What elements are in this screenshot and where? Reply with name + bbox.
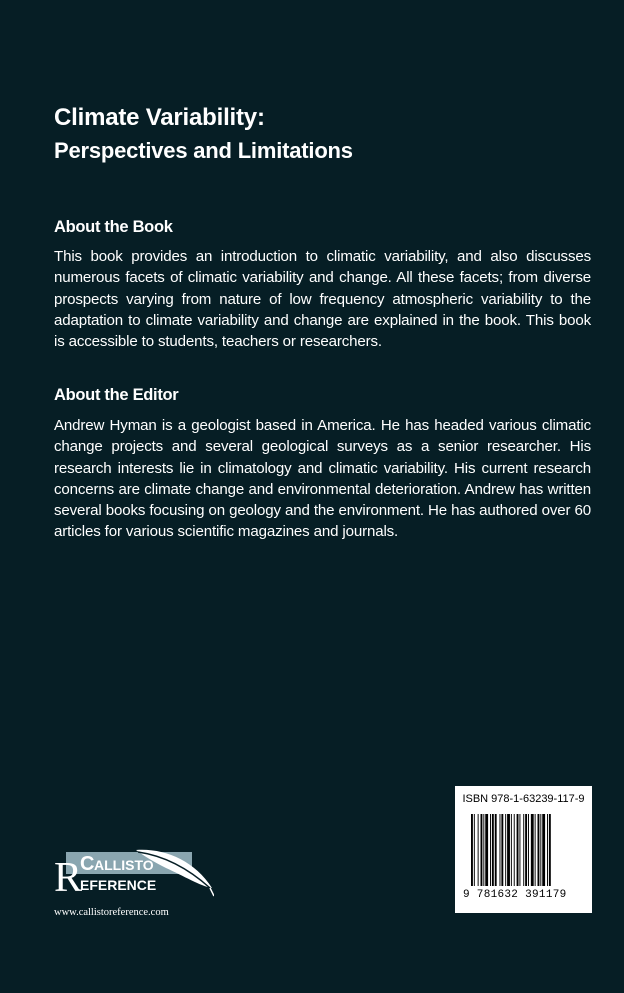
publisher-url: www.callistoreference.com xyxy=(54,907,169,918)
logo-reference-text: EFERENCE xyxy=(80,877,157,893)
isbn-barcode xyxy=(455,786,592,913)
barcode-bars xyxy=(471,814,579,886)
logo-letter-c: C xyxy=(80,853,95,875)
about-book-text: This book provides an introduction to climatic variability, and also discusses numerous facets of climatic variability and change. All these facets; from diverse prospects varying from nature of low frequency atmospheric variability to the adaptation to climate variability and change are explained in the book. This book is accessible to students, teachers or researchers. xyxy=(54,248,591,351)
about-editor-text: Andrew Hyman is a geologist based in America. He has headed various climatic change projects and several geological surveys as a senior researcher. His research interests lie in climatology and climatic variability. His current research concerns are climate change and environmental deterioration. Andrew has written several books focusing on geology and the environment. He has authored over 60 articles for various scientific magazines and journals. xyxy=(54,417,591,541)
isbn-label: ISBN 978-1-63239-117-9 xyxy=(462,793,585,805)
publisher-logo xyxy=(54,846,214,906)
logo-callisto-text: ALLISTO xyxy=(94,857,154,873)
barcode-digits: 9 781632 391179 xyxy=(463,889,567,901)
about-editor-heading: About the Editor xyxy=(54,386,179,404)
logo-letter-r: R xyxy=(54,855,83,901)
book-subtitle: Perspectives and Limitations xyxy=(54,138,353,163)
book-title: Climate Variability: xyxy=(54,104,265,131)
about-book-heading: About the Book xyxy=(54,218,173,236)
